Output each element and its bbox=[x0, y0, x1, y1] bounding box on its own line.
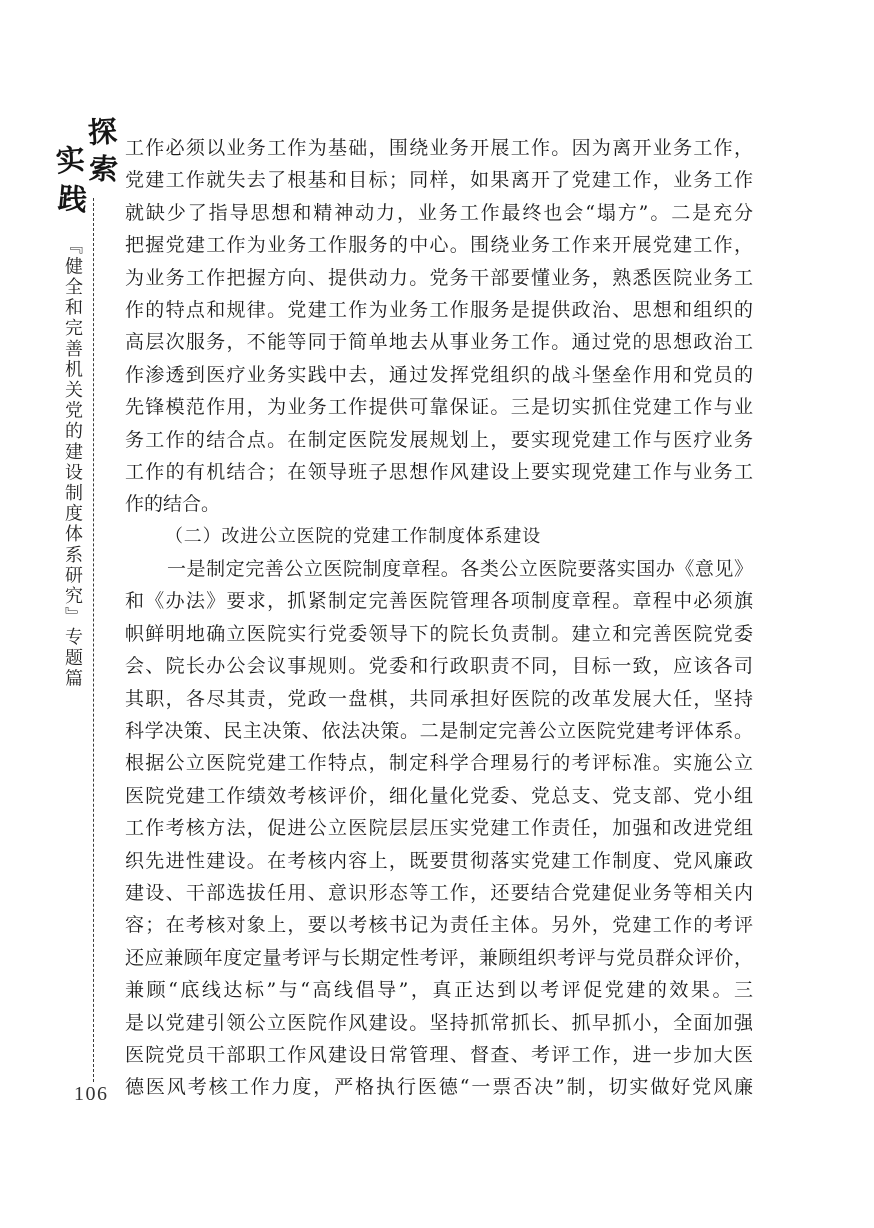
text-line: 务工作的结合点。在制定医院发展规划上，要实现党建工作与医疗业务 bbox=[125, 428, 753, 451]
text-line: 根据公立医院党建工作特点，制定科学合理易行的考评标准。实施公立 bbox=[125, 752, 753, 775]
text-line: 容；在考核对象上，要以考核书记为责任主体。另外，党建工作的考评 bbox=[125, 914, 753, 937]
text-line: 工作必须以业务工作为基础，围绕业务开展工作。因为离开业务工作， bbox=[125, 137, 753, 159]
text-line: 工作考核方法，促进公立医院层层压实党建工作责任，加强和改进党组 bbox=[125, 817, 753, 840]
text-line: 作渗透到医疗业务实践中去，通过发挥党组织的战斗堡垒作用和党员的 bbox=[125, 363, 753, 386]
body-text bbox=[125, 132, 753, 1104]
logo-char-tan: 探 bbox=[86, 114, 119, 150]
text-line: 就缺少了指导思想和精神动力，业务工作最终也会“塌方”。二是充分 bbox=[125, 201, 753, 224]
text-line: 医院党员干部职工作风建设日常管理、督查、考评工作，进一步加大医 bbox=[125, 1043, 753, 1066]
margin-dashed-divider bbox=[93, 198, 94, 1082]
text-line: 先锋模范作用，为业务工作提供可靠保证。三是切实抓住党建工作与业 bbox=[125, 396, 753, 419]
text-line: 高层次服务，不能等同于简单地去从事业务工作。通过党的思想政治工 bbox=[125, 331, 753, 354]
text-line: 作的特点和规律。党建工作为业务工作服务是提供政治、思想和组织的 bbox=[125, 298, 753, 321]
text-line: 织先进性建设。在考核内容上，既要贯彻落实党建工作制度、党风廉政 bbox=[125, 849, 753, 872]
text-line: 科学决策、民主决策、依法决策。二是制定完善公立医院党建考评体系。 bbox=[125, 720, 753, 743]
text-line: 党建工作就失去了根基和目标；同样，如果离开了党建工作，业务工作 bbox=[125, 169, 753, 192]
logo-char-jian: 践 bbox=[56, 180, 89, 218]
text-line: 和《办法》要求，抓紧制定完善医院管理各项制度章程。章程中必须旗 bbox=[125, 590, 753, 613]
text-line: 兼顾“底线达标”与“高线倡导”，真正达到以考评促党建的效果。三 bbox=[125, 979, 753, 1002]
paragraph bbox=[125, 132, 753, 521]
logo-char-shi: 实 bbox=[54, 141, 87, 179]
text-line: 帜鲜明地确立医院实行党委领导下的院长负责制。建立和完善医院党委 bbox=[125, 622, 753, 645]
text-line: 把握党建工作为业务工作服务的中心。围绕业务工作来开展党建工作， bbox=[125, 234, 753, 257]
text-line: 医院党建工作绩效考核评价，细化量化党委、党总支、党支部、党小组 bbox=[125, 784, 753, 807]
page-number: 106 bbox=[74, 1083, 109, 1105]
text-line: 一是制定完善公立医院制度章程。各类公立医院要落实国办《意见》 bbox=[167, 558, 753, 581]
text-line: 还应兼顾年度定量考评与长期定性考评，兼顾组织考评与党员群众评价， bbox=[125, 946, 753, 969]
text-line: 为业务工作把握方向、提供动力。党务干部要懂业务，熟悉医院业务工 bbox=[125, 266, 753, 289]
running-head-vertical-title: 『健全和完善机关党的建设制度体系研究』专题篇 bbox=[62, 236, 83, 690]
section-heading: （二）改进公立医院的党建工作制度体系建设 bbox=[165, 525, 541, 547]
text-line: 是以党建引领公立医院作风建设。坚持抓常抓长、抓早抓小，全面加强 bbox=[125, 1011, 753, 1034]
text-line: 会、院长办公会议事规则。党委和行政职责不同，目标一致，应该各司 bbox=[125, 655, 753, 678]
logo-char-suo: 索 bbox=[88, 151, 119, 187]
paragraph bbox=[125, 553, 753, 1104]
text-line: 其职，各尽其责，党政一盘棋，共同承担好医院的改革发展大任，坚持 bbox=[125, 687, 753, 710]
text-line: 工作的有机结合；在领导班子思想作风建设上要实现党建工作与业务工 bbox=[125, 460, 753, 483]
text-line: 作的结合。 bbox=[125, 493, 221, 516]
text-line: 德医风考核工作力度，严格执行医德“一票否决”制，切实做好党风廉 bbox=[125, 1076, 753, 1099]
text-line: 建设、干部选拔任用、意识形态等工作，还要结合党建促业务等相关内 bbox=[125, 881, 753, 904]
